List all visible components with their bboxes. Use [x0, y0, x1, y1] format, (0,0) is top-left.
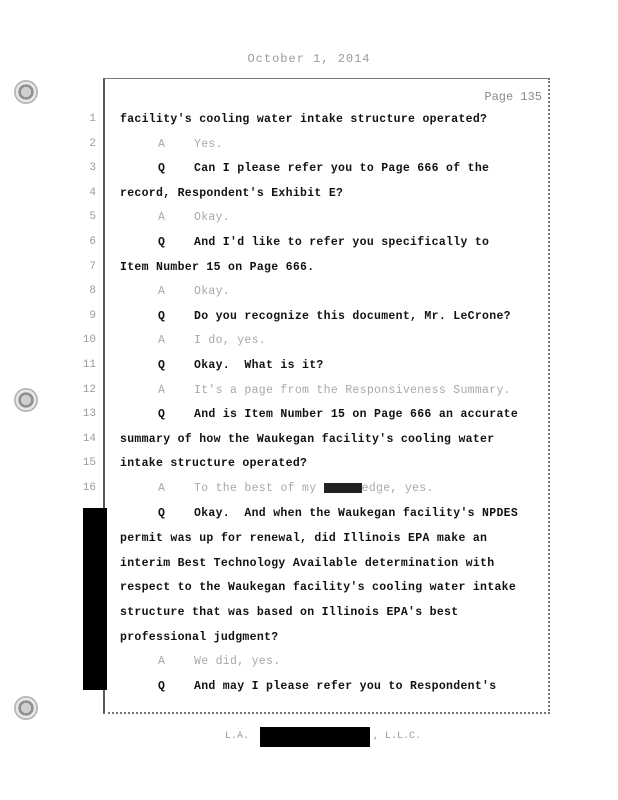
- transcript-line: [120, 581, 540, 594]
- transcript-line: [120, 261, 540, 274]
- line-text: We did, yes.: [194, 655, 281, 668]
- line-number: 9: [89, 310, 96, 322]
- speaker-label: A: [158, 334, 166, 347]
- transcript-line: [158, 680, 578, 693]
- speaker-label: Q: [158, 359, 166, 372]
- line-number: 1: [89, 113, 96, 125]
- line-text: It's a page from the Responsiveness Summary.: [194, 384, 511, 397]
- redaction-bar-footer: [260, 727, 370, 747]
- transcript-line: [158, 408, 578, 421]
- transcript-line: [158, 162, 578, 175]
- speaker-label: Q: [158, 310, 166, 323]
- transcript-line: [120, 606, 540, 619]
- line-text: Okay. And when the Waukegan facility's NPDES: [194, 507, 519, 520]
- line-text: interim Best Technology Available determination with: [120, 557, 495, 570]
- line-number: 4: [89, 187, 96, 199]
- transcript-line: [158, 359, 578, 372]
- punch-hole-bottom: [14, 696, 38, 720]
- speaker-label: Q: [158, 408, 166, 421]
- line-number: 3: [89, 162, 96, 174]
- transcript-line: [158, 334, 578, 347]
- transcript-line: [158, 310, 578, 323]
- line-text: intake structure operated?: [120, 457, 308, 470]
- speaker-label: Q: [158, 236, 166, 249]
- punch-hole-middle: [14, 388, 38, 412]
- transcript-line: [120, 532, 540, 545]
- transcript-line: [120, 433, 540, 446]
- transcript-line: [120, 113, 540, 126]
- speaker-label: Q: [158, 507, 166, 520]
- line-number: 7: [89, 261, 96, 273]
- transcript-line: [158, 285, 578, 298]
- line-text: Okay. What is it?: [194, 359, 324, 372]
- transcript-line: [158, 384, 578, 397]
- speaker-label: A: [158, 482, 166, 495]
- line-text: respect to the Waukegan facility's cooling water intake: [120, 581, 517, 594]
- speaker-label: A: [158, 211, 166, 224]
- line-text: Item Number 15 on Page 666.: [120, 261, 315, 274]
- punch-hole-top: [14, 80, 38, 104]
- line-text: Yes.: [194, 138, 223, 151]
- page-number: Page 135: [484, 90, 542, 104]
- line-text: facility's cooling water intake structure operated?: [120, 113, 488, 126]
- transcript-line: [120, 557, 540, 570]
- line-number: 16: [82, 482, 96, 494]
- line-number: 8: [89, 285, 96, 297]
- transcript-line: [120, 187, 540, 200]
- transcript-line: [158, 138, 578, 151]
- transcript-line: [158, 482, 578, 495]
- line-text: edge, yes.: [361, 482, 434, 495]
- line-number: 12: [82, 384, 96, 396]
- line-number: 13: [82, 408, 96, 420]
- line-number: 15: [82, 457, 96, 469]
- line-text: summary of how the Waukegan facility's cooling water: [120, 433, 495, 446]
- line-text: Do you recognize this document, Mr. LeCrone?: [194, 310, 511, 323]
- footer-right-text: , L.L.C.: [373, 731, 422, 742]
- line-text: professional judgment?: [120, 631, 279, 644]
- line-text: structure that was based on Illinois EPA's best: [120, 606, 459, 619]
- transcript-line: [158, 655, 578, 668]
- line-text: permit was up for renewal, did Illinois EPA make an: [120, 532, 488, 545]
- line-text: And I'd like to refer you specifically to: [194, 236, 490, 249]
- line-text: I do, yes.: [194, 334, 267, 347]
- transcript-line: [120, 457, 540, 470]
- footer-left-text: L.A.: [225, 731, 250, 742]
- line-number: 10: [82, 334, 96, 346]
- line-number: 6: [89, 236, 96, 248]
- line-number: 14: [82, 433, 96, 445]
- transcript-line: [120, 631, 540, 644]
- transcript-line: [158, 507, 578, 520]
- header-date: October 1, 2014: [247, 52, 371, 66]
- redaction-inline: [324, 483, 362, 493]
- line-text: And may I please refer you to Respondent's: [194, 680, 497, 693]
- speaker-label: A: [158, 285, 166, 298]
- speaker-label: A: [158, 655, 166, 668]
- redaction-bar-margin: [83, 508, 107, 690]
- line-number: 2: [89, 138, 96, 150]
- line-text: Okay.: [194, 285, 231, 298]
- line-number: 11: [82, 359, 96, 371]
- line-number: 5: [89, 211, 96, 223]
- speaker-label: A: [158, 138, 166, 151]
- transcript-line: [158, 211, 578, 224]
- speaker-label: Q: [158, 162, 166, 175]
- transcript-line: [158, 236, 578, 249]
- line-text: Can I please refer you to Page 666 of the: [194, 162, 490, 175]
- line-text: And is Item Number 15 on Page 666 an accurate: [194, 408, 519, 421]
- speaker-label: A: [158, 384, 166, 397]
- line-text: Okay.: [194, 211, 231, 224]
- speaker-label: Q: [158, 680, 166, 693]
- line-text: record, Respondent's Exhibit E?: [120, 187, 344, 200]
- line-text: To the best of my: [194, 482, 324, 495]
